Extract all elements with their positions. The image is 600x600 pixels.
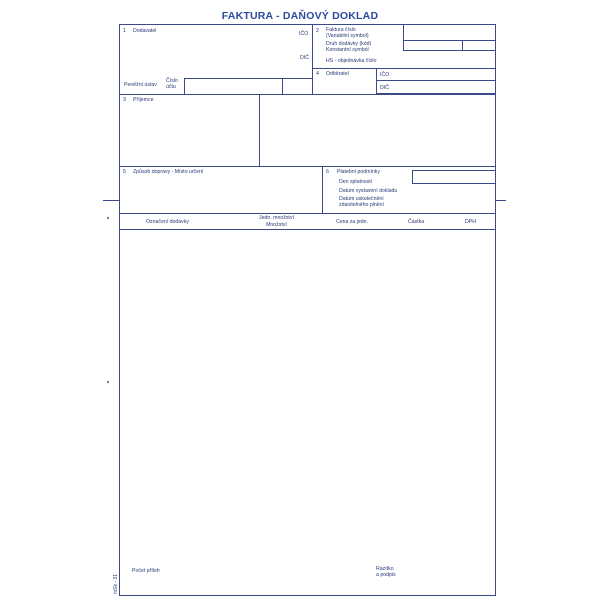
right-margin-mark bbox=[496, 200, 506, 201]
form-code: mSk - 31 bbox=[113, 573, 119, 594]
supplier-label: Dodavatel bbox=[133, 28, 157, 34]
section-3-number: 3 bbox=[123, 97, 126, 103]
payment-terms-label: Platební podmínky bbox=[337, 169, 380, 175]
order-number-label: HS - objednávka číslo bbox=[326, 58, 377, 64]
account-label: Číslo účtu bbox=[166, 78, 178, 90]
recipient-label: Příjemce bbox=[133, 97, 154, 103]
col-price-header: Cena za jedn. bbox=[336, 219, 369, 225]
taxable-date-label: Datum uskutečnění zdanitelného plnění bbox=[339, 196, 384, 208]
customer-ico-label: IČO bbox=[380, 72, 390, 78]
customer-dic-field[interactable] bbox=[376, 80, 496, 94]
bank-code-field[interactable] bbox=[282, 78, 313, 95]
form-frame bbox=[119, 24, 496, 596]
table-header-divider bbox=[119, 229, 496, 230]
section-1-number: 1 bbox=[123, 28, 126, 34]
transport-label: Způsob dopravy - Místo určení bbox=[133, 169, 204, 175]
account-number-field[interactable] bbox=[184, 78, 283, 95]
customer-label: Odběratel bbox=[326, 71, 349, 77]
customer-dic-label: DIČ bbox=[380, 85, 389, 91]
supplier-dic-label: DIČ bbox=[300, 55, 309, 61]
attachments-label: Počet příloh bbox=[132, 568, 160, 574]
col-amount-header: Částka bbox=[408, 219, 425, 225]
constant-symbol-label: Konstantní symbol bbox=[326, 47, 369, 53]
constant-symbol-field[interactable] bbox=[462, 40, 496, 51]
col-item-header: Označení dodávky bbox=[146, 219, 189, 225]
issue-date-label: Datum vystavení dokladu bbox=[339, 188, 398, 194]
left-margin-mark bbox=[103, 200, 119, 201]
section-6-number: 6 bbox=[326, 169, 329, 175]
section-5-number: 5 bbox=[123, 169, 126, 175]
document-title: FAKTURA - DAŇOVÝ DOKLAD bbox=[221, 10, 379, 22]
divider-s5-s6 bbox=[322, 166, 323, 213]
section-4-number: 4 bbox=[316, 71, 319, 77]
col-unit-header: Jedn. množství Množství bbox=[259, 215, 294, 228]
col-vat-header: DPH bbox=[465, 219, 476, 225]
invoice-number-label: Faktura číslo (Variabilní symbol) bbox=[326, 27, 369, 39]
section-2-number: 2 bbox=[316, 28, 319, 34]
delivery-type-field[interactable] bbox=[403, 40, 463, 51]
punch-mark-bottom bbox=[107, 381, 109, 383]
payment-terms-field[interactable] bbox=[412, 170, 496, 184]
supplier-ico-label: IČO bbox=[299, 31, 309, 37]
divider-s3-inner bbox=[259, 94, 260, 166]
stamp-signature-label: Razítko a podpis bbox=[376, 566, 396, 578]
bank-label: Peněžní ústav bbox=[124, 82, 157, 88]
punch-mark-top bbox=[107, 217, 109, 219]
divider-s3-s5 bbox=[119, 166, 496, 167]
delivery-type-label: Druh dodávky (kód) bbox=[326, 41, 372, 47]
invoice-number-field[interactable] bbox=[403, 24, 496, 41]
divider-s5-table bbox=[119, 213, 496, 214]
due-date-label: Den splatnosti bbox=[339, 179, 372, 185]
